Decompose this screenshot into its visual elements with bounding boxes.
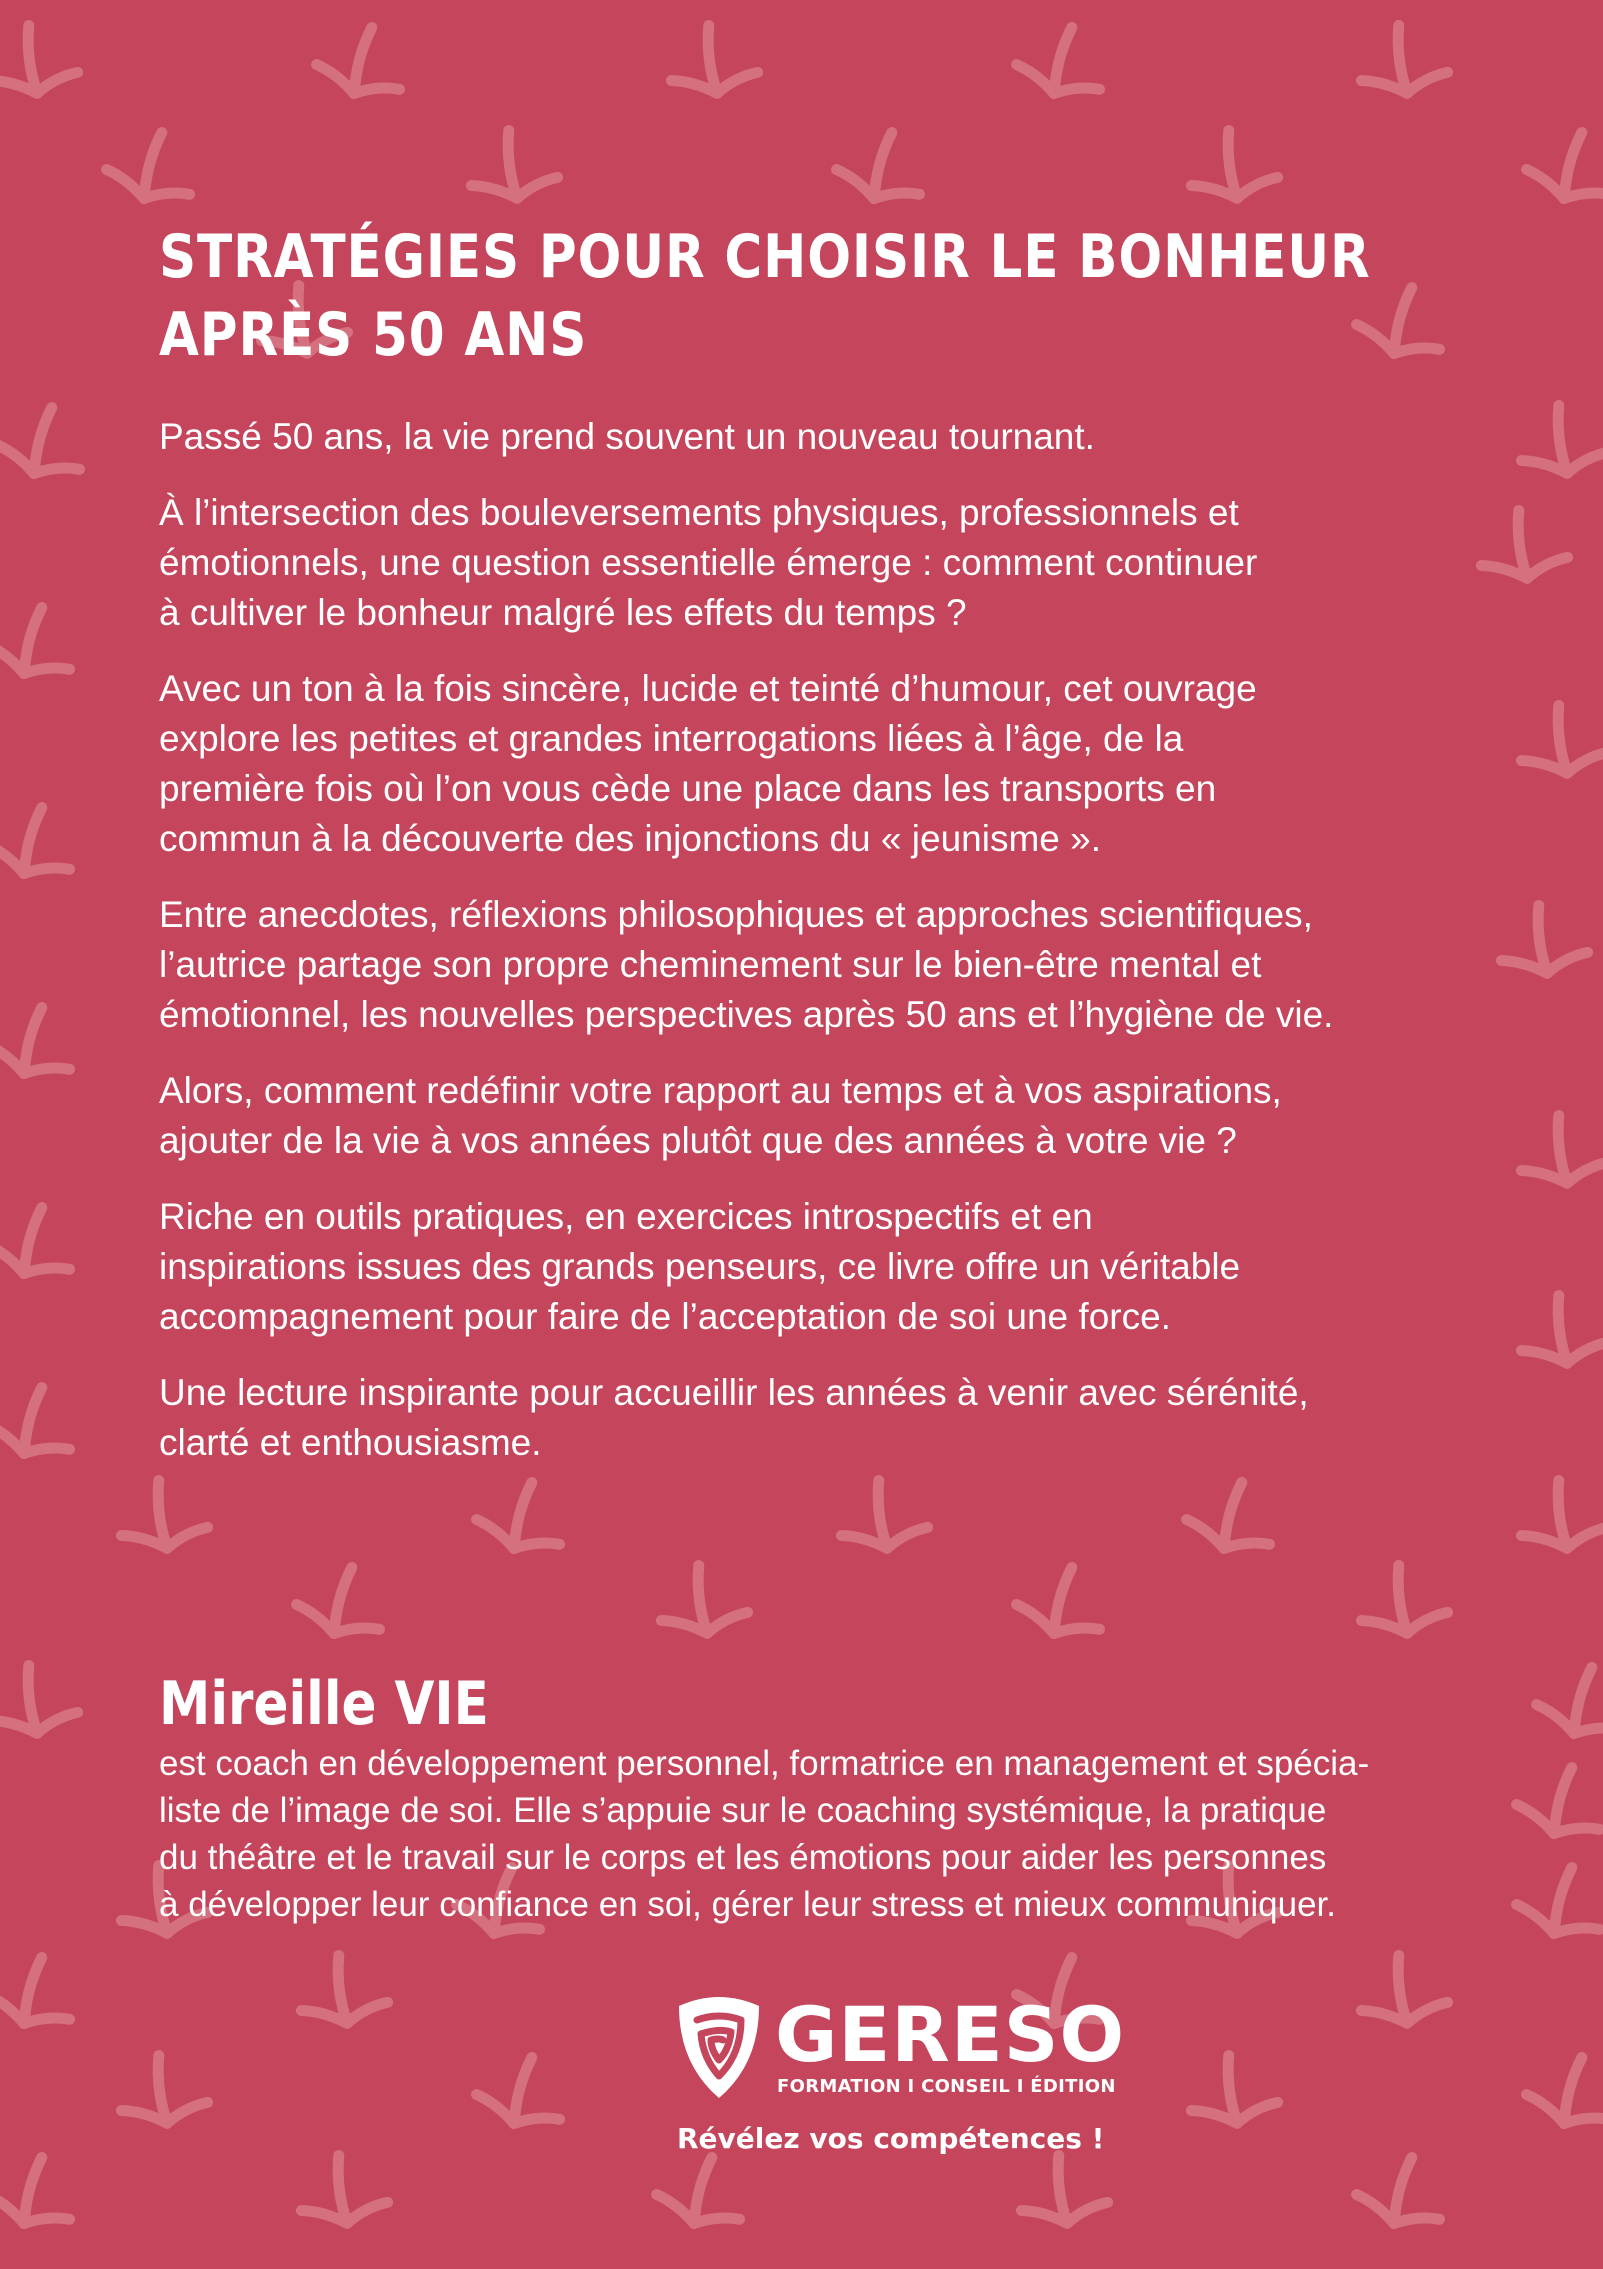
summary-paragraph [159,664,1489,864]
text-line: inspirations issues des grands penseurs, ce livre offre un véritable [159,1246,1241,1287]
text-line: clarté et enthousiasme. [159,1422,542,1463]
bird-footprint-icon [0,999,79,1081]
publisher-name: GERESO [775,1990,1126,2079]
author-bio [159,1740,1489,1928]
bird-footprint-icon [1492,898,1590,982]
bird-footprint-icon [1512,1288,1603,1372]
bird-footprint-icon [1523,124,1603,206]
author-name: Mireille VIE [159,1669,489,1739]
text-line: première fois où l’on vous cède une place dans les transports en [159,768,1217,809]
bird-footprint-icon [103,124,200,206]
bird-footprint-icon [662,18,760,102]
bird-footprint-icon [473,2049,570,2131]
bird-footprint-icon [0,2149,79,2231]
text-line: est coach en développement personnel, formatrice en management et spécia- [159,1744,1370,1783]
publisher-subtitle: FORMATION I CONSEIL I ÉDITION [777,2076,1116,2097]
text-line: ajouter de la vie à vos années plutôt que des années à votre vie ? [159,1120,1237,1161]
bird-footprint-icon [0,18,80,102]
text-line: Avec un ton à la fois sincère, lucide et teinté d’humour, cet ouvrage [159,668,1257,709]
text-line: Riche en outils pratiques, en exercices introspectifs et en [159,1196,1093,1237]
text-line: Alors, comment redéfinir votre rapport au temps et à vos aspirations, [159,1070,1282,1111]
text-line: Une lecture inspirante pour accueillir les années à venir avec sérénité, [159,1372,1309,1413]
bird-footprint-icon [1523,2049,1603,2131]
author-section [159,1668,1489,1928]
text-line: commun à la découverte des injonctions du « jeunisme ». [159,818,1101,859]
bird-footprint-icon [0,1199,79,1281]
bird-footprint-icon [0,1658,80,1742]
bird-footprint-icon [293,1559,390,1641]
gereso-shield-spiral-icon [673,1992,765,2102]
bird-footprint-icon [0,799,79,881]
back-cover-text [159,218,1489,1494]
summary-paragraph [159,890,1489,1040]
bird-footprint-icon [833,124,930,206]
bird-footprint-icon [1512,398,1603,482]
text-line: du théâtre et le travail sur le corps et les émotions pour aider les personnes [159,1838,1327,1877]
bird-footprint-icon [1352,1948,1450,2032]
bird-footprint-icon [1352,1558,1450,1642]
bird-footprint-icon [1513,1859,1603,1941]
book-title-line: APRÈS 50 ANS [159,300,588,370]
text-line: accompagnement pour faire de l’acceptation de soi une force. [159,1296,1171,1337]
book-title [159,218,1449,374]
summary-paragraph [159,1368,1489,1468]
bird-footprint-icon [112,2048,210,2132]
text-line: À l’intersection des bouleversements physiques, professionnels et [159,492,1239,533]
summary-paragraph [159,488,1489,638]
bird-footprint-icon [292,1948,390,2032]
text-line: à développer leur confiance en soi, gérer leur stress et mieux communiquer. [159,1885,1336,1924]
bird-footprint-icon [462,123,560,207]
bird-footprint-icon [0,1379,79,1461]
text-line: à cultiver le bonheur malgré les effets du temps ? [159,592,967,633]
text-line: liste de l’image de soi. Elle s’appuie sur le coaching systémique, la pratique [159,1791,1327,1830]
bird-footprint-icon [652,1558,750,1642]
publisher-tagline: Révélez vos compétences ! [677,2122,1105,2155]
bird-footprint-icon [313,19,410,101]
bird-footprint-icon [1013,1559,1110,1641]
summary-paragraph [159,1066,1489,1166]
summary-paragraph [159,1192,1489,1342]
bird-footprint-icon [1182,123,1280,207]
bird-footprint-icon [0,1949,79,2031]
summary [159,412,1489,1468]
bird-footprint-icon [1512,698,1603,782]
bird-footprint-icon [1533,1659,1603,1741]
bird-footprint-icon [1352,18,1450,102]
publisher-logo [673,1992,1173,2162]
text-line: explore les petites et grandes interrogations liées à l’âge, de la [159,718,1184,759]
text-line: émotionnel, les nouvelles perspectives après 50 ans et l’hygiène de vie. [159,994,1334,1035]
bird-footprint-icon [1353,2149,1450,2231]
book-title-line: STRATÉGIES POUR CHOISIR LE BONHEUR [159,222,1371,292]
text-line: l’autrice partage son propre cheminement sur le bien-être mental et [159,944,1262,985]
bird-footprint-icon [0,599,79,681]
text-line: émotionnels, une question essentielle émerge : comment continuer [159,542,1258,583]
bird-footprint-icon [0,399,89,481]
bird-footprint-icon [1013,19,1110,101]
bird-footprint-icon [1512,1108,1603,1192]
bird-footprint-icon [1512,1473,1603,1557]
text-line: Passé 50 ans, la vie prend souvent un nouveau tournant. [159,416,1095,457]
bird-footprint-icon [1182,2048,1280,2132]
bird-footprint-icon [1513,1759,1603,1841]
bird-footprint-icon [292,2148,390,2232]
text-line: Entre anecdotes, réflexions philosophiques et approches scientifiques, [159,894,1313,935]
summary-paragraph [159,412,1489,462]
